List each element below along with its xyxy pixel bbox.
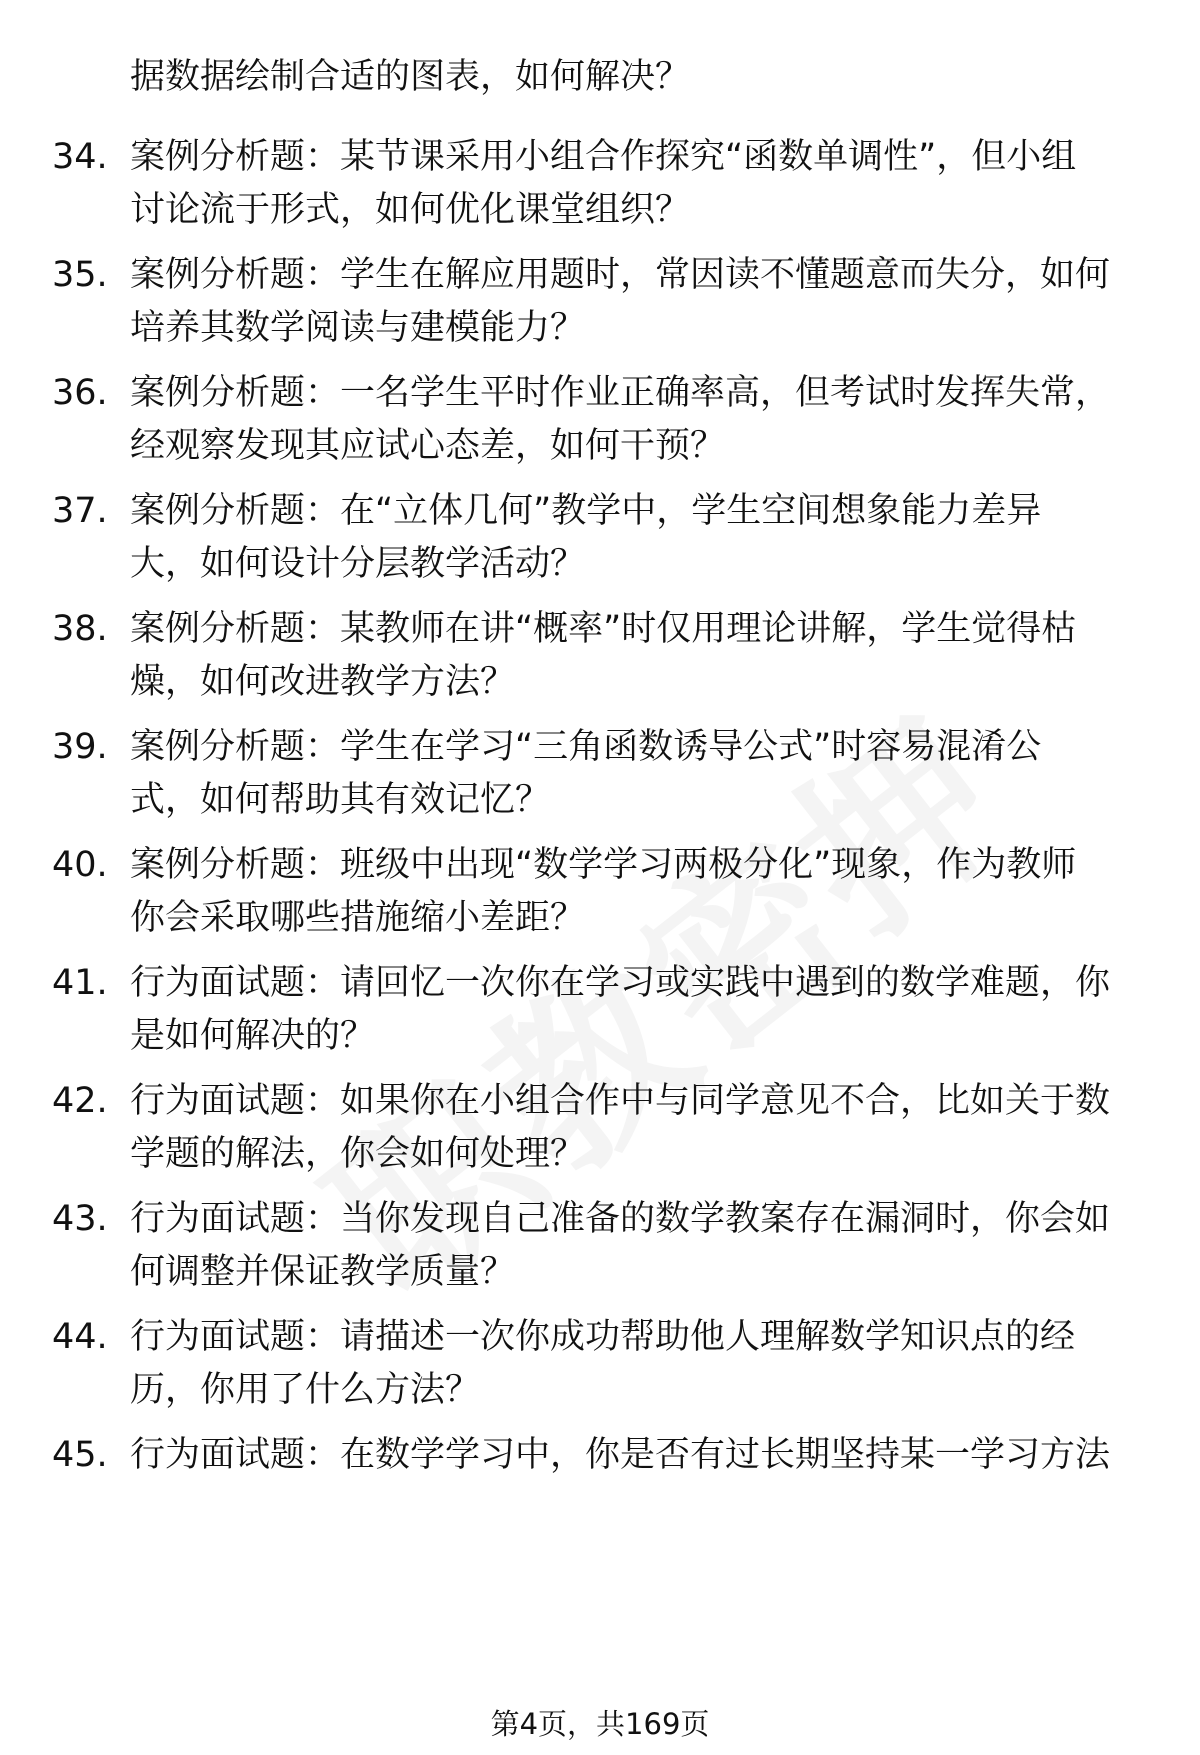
list-item xyxy=(0,723,1200,833)
list-item xyxy=(0,1431,1200,1541)
item-text-line2: 学题的解法，你会如何处理？ xyxy=(130,1134,586,1174)
list-item xyxy=(0,959,1200,1069)
item-text-line1: 行为面试题：请描述一次你成功帮助他人理解数学知识点的经 xyxy=(130,1317,1076,1357)
item-text-line2: 何调整并保证教学质量？ xyxy=(130,1252,516,1292)
item-text-line1: 案例分析题：学生在解应用题时，常因读不懂题意而失分，如何 xyxy=(130,255,1111,295)
list-item xyxy=(0,133,1200,243)
item-text-line1: 案例分析题：学生在学习“三角函数诱导公式”时容易混淆公 xyxy=(130,727,1042,767)
item-text-line2: 你会采取哪些措施缩小差距？ xyxy=(130,898,586,938)
list-item xyxy=(0,1313,1200,1423)
page-footer: 第4页，共169页 xyxy=(490,1707,710,1741)
item-number: 35. xyxy=(52,255,108,295)
item-number: 40. xyxy=(52,845,108,885)
list-item xyxy=(0,605,1200,715)
item-text-line2: 是如何解决的？ xyxy=(130,1016,376,1056)
carryover-line: 据数据绘制合适的图表，如何解决？ xyxy=(130,57,691,97)
list-item xyxy=(0,487,1200,597)
item-text-line2: 讨论流于形式，如何优化课堂组织？ xyxy=(130,190,691,230)
item-text-line1: 案例分析题：一名学生平时作业正确率高，但考试时发挥失常， xyxy=(130,373,1111,413)
item-number: 39. xyxy=(52,727,108,767)
item-text-line1: 行为面试题：如果你在小组合作中与同学意见不合，比如关于数 xyxy=(130,1081,1111,1121)
item-text-line1: 案例分析题：在“立体几何”教学中，学生空间想象能力差异 xyxy=(130,491,1042,531)
item-number: 37. xyxy=(52,491,108,531)
item-number: 45. xyxy=(52,1435,108,1475)
item-text-line1: 行为面试题：在数学学习中，你是否有过长期坚持某一学习方法 xyxy=(130,1435,1111,1475)
list-item xyxy=(0,369,1200,479)
item-number: 43. xyxy=(52,1199,108,1239)
item-text-line1: 案例分析题：某节课采用小组合作探究“函数单调性”，但小组 xyxy=(130,137,1077,177)
list-item xyxy=(0,1077,1200,1187)
item-number: 34. xyxy=(52,137,108,177)
item-number: 36. xyxy=(52,373,108,413)
item-number: 41. xyxy=(52,963,108,1003)
item-text-line2: 历，你用了什么方法？ xyxy=(130,1370,481,1410)
item-text-line1: 行为面试题：请回忆一次你在学习或实践中遇到的数学难题，你 xyxy=(130,963,1111,1003)
item-text-line1: 案例分析题：某教师在讲“概率”时仅用理论讲解，学生觉得枯 xyxy=(130,609,1077,649)
item-text-line2: 式，如何帮助其有效记忆？ xyxy=(130,780,551,820)
list-item xyxy=(0,1195,1200,1305)
item-number: 42. xyxy=(52,1081,108,1121)
item-number: 38. xyxy=(52,609,108,649)
item-text-line2: 经观察发现其应试心态差，如何干预？ xyxy=(130,426,726,466)
item-number: 44. xyxy=(52,1317,108,1357)
item-text-line1: 案例分析题：班级中出现“数学学习两极分化”现象，作为教师 xyxy=(130,845,1077,885)
list-item xyxy=(0,251,1200,361)
item-text-line1: 行为面试题：当你发现自己准备的数学教案存在漏洞时，你会如 xyxy=(130,1199,1111,1239)
list-item xyxy=(0,841,1200,951)
item-text-line2: 大，如何设计分层教学活动？ xyxy=(130,544,586,584)
item-text-line2: 燥，如何改进教学方法？ xyxy=(130,662,516,702)
item-text-line2: 培养其数学阅读与建模能力？ xyxy=(130,308,586,348)
